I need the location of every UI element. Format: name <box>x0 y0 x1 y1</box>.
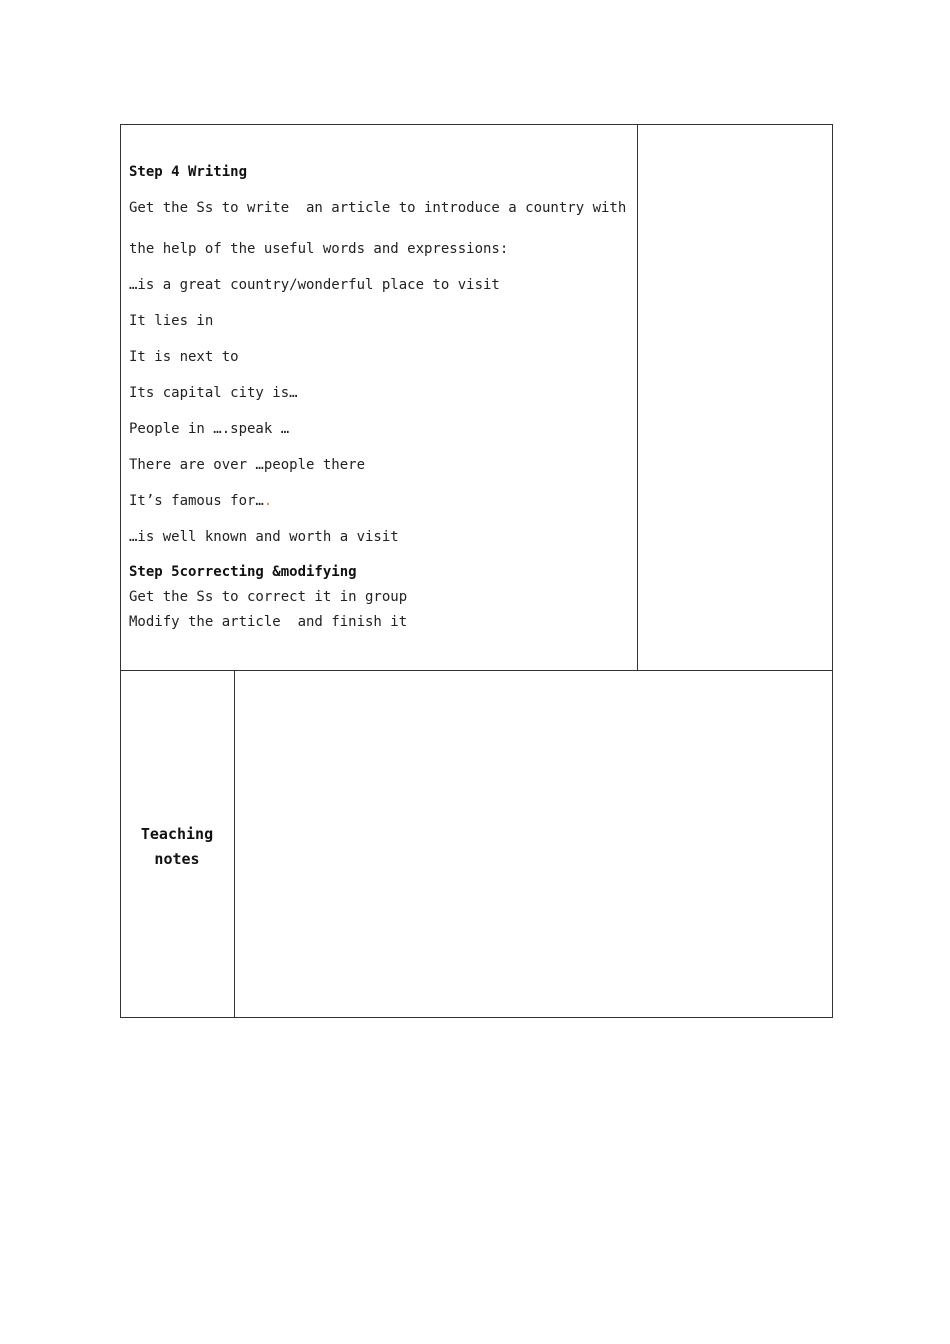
step4-intro-line1: Get the Ss to write an article to introduce a country with <box>129 200 627 216</box>
step4-heading: Step 4 Writing <box>129 164 248 180</box>
notes-label-line2: notes <box>154 850 200 868</box>
trailing-dot: . <box>263 493 273 509</box>
column-divider <box>637 125 638 670</box>
notes-label-line1: Teaching <box>140 825 214 843</box>
expression-item: It lies in <box>129 313 214 329</box>
step4-intro-line2: the help of the useful words and expressions: <box>129 241 509 257</box>
step5-heading: Step 5correcting &modifying <box>129 564 357 580</box>
expression-item: …is a great country/wonderful place to visit <box>129 277 500 293</box>
step5-line: Get the Ss to correct it in group <box>129 589 408 605</box>
expression-text: It’s famous for… <box>129 493 264 509</box>
expression-item: People in ….speak … <box>129 421 290 437</box>
expression-item: It is next to <box>129 349 239 365</box>
expression-item: Its capital city is… <box>129 385 298 401</box>
expression-item: There are over …people there <box>129 457 366 473</box>
teaching-notes-label <box>120 822 234 872</box>
expression-item: …is well known and worth a visit <box>129 529 399 545</box>
expression-item-famous <box>129 492 272 510</box>
notes-column-divider <box>234 671 235 1017</box>
step5-line: Modify the article and finish it <box>129 614 408 630</box>
